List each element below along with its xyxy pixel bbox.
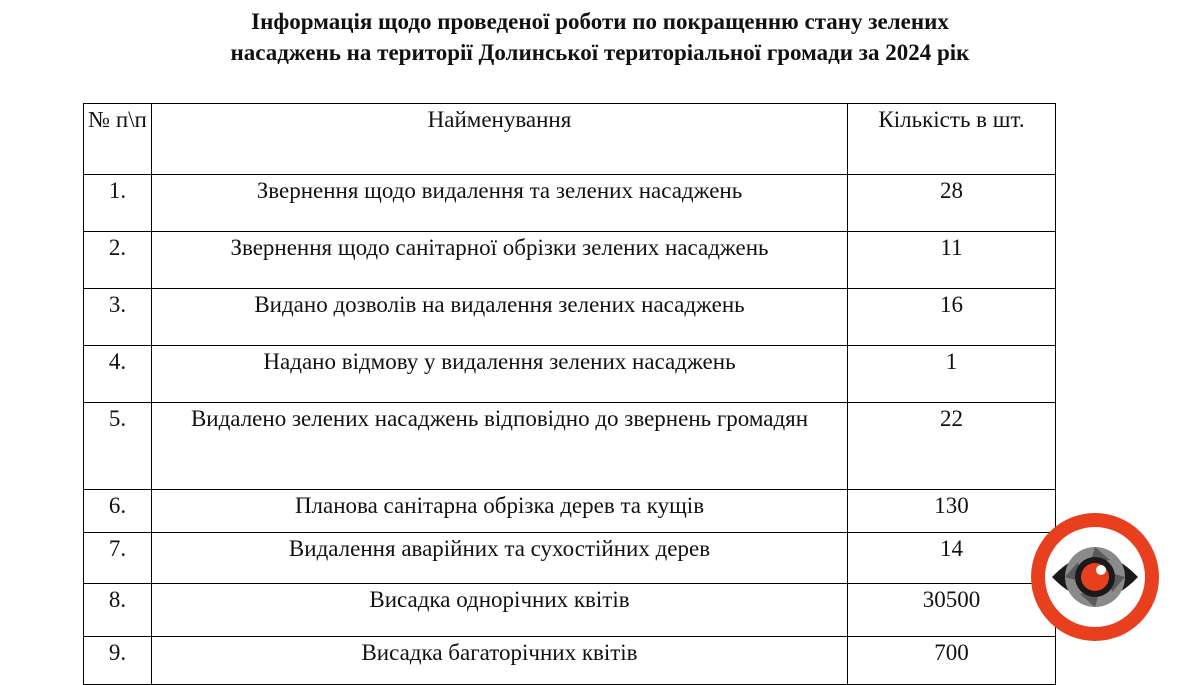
table-row [84, 289, 1056, 346]
table-row [84, 637, 1056, 685]
row-number: 3. [84, 289, 152, 346]
table-row [84, 533, 1056, 584]
header-number: № п\п [84, 104, 152, 175]
eye-icon [1030, 512, 1160, 642]
table-row [84, 346, 1056, 403]
table-row [84, 232, 1056, 289]
row-name: Висадка багаторічних квітів [152, 637, 848, 685]
title-line-1: Інформація щодо проведеної роботи по покращенню стану зелених [251, 9, 949, 34]
row-quantity: 16 [848, 289, 1056, 346]
row-number: 7. [84, 533, 152, 584]
row-quantity: 30500 [848, 584, 1056, 637]
table-row [84, 175, 1056, 232]
title-line-2: насаджень на території Долинської територіальної громади за 2024 рік [230, 40, 970, 65]
row-name: Видалення аварійних та сухостійних дерев [152, 533, 848, 584]
row-quantity: 11 [848, 232, 1056, 289]
row-name: Планова санітарна обрізка дерев та кущів [152, 490, 848, 533]
row-quantity: 14 [848, 533, 1056, 584]
document-title [0, 6, 1200, 68]
row-number: 5. [84, 403, 152, 490]
row-number: 2. [84, 232, 152, 289]
row-quantity: 700 [848, 637, 1056, 685]
row-number: 4. [84, 346, 152, 403]
row-number: 8. [84, 584, 152, 637]
row-quantity: 28 [848, 175, 1056, 232]
row-quantity: 130 [848, 490, 1056, 533]
row-name: Видалено зелених насаджень відповідно до звернень громадян [152, 403, 848, 490]
row-name: Видано дозволів на видалення зелених насаджень [152, 289, 848, 346]
report-table [83, 103, 1056, 685]
row-quantity: 1 [848, 346, 1056, 403]
row-quantity: 22 [848, 403, 1056, 490]
table-row [84, 490, 1056, 533]
row-name: Звернення щодо санітарної обрізки зелених насаджень [152, 232, 848, 289]
row-number: 6. [84, 490, 152, 533]
header-quantity: Кількість в шт. [848, 104, 1056, 175]
row-name: Звернення щодо видалення та зелених насаджень [152, 175, 848, 232]
table-row [84, 584, 1056, 637]
row-number: 9. [84, 637, 152, 685]
row-name: Надано відмову у видалення зелених насаджень [152, 346, 848, 403]
row-name: Висадка однорічних квітів [152, 584, 848, 637]
table-row [84, 403, 1056, 490]
eye-logo [1030, 512, 1160, 642]
row-number: 1. [84, 175, 152, 232]
header-name: Найменування [152, 104, 848, 175]
table-header-row [84, 104, 1056, 175]
